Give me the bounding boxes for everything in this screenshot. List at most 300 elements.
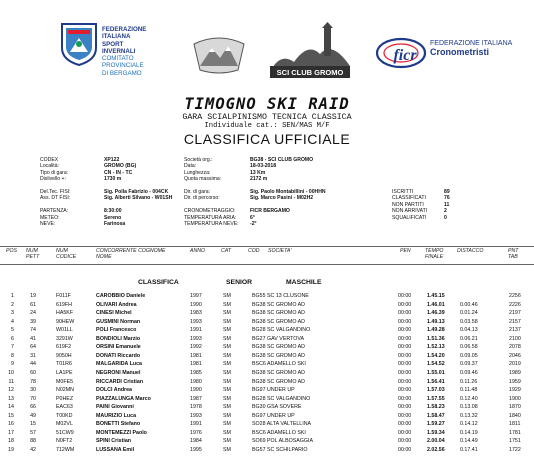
row-pos: 18 (8, 438, 14, 445)
row-pen: 00:00 (398, 318, 412, 325)
row-gap: 0.06.58 (460, 344, 478, 351)
row-name: DOLCI Andrea (96, 387, 133, 394)
info-label: Del.Tec. FISI: (40, 188, 71, 195)
row-codice: P0HEZ (56, 395, 74, 402)
row-time: 1.59.27 (427, 421, 445, 428)
row-anno: 1990 (190, 301, 202, 308)
row-anno: 1987 (190, 395, 202, 402)
row-cat: SM (223, 361, 231, 368)
row-name: BONDIOLI Marzio (96, 335, 141, 342)
row-anno: 1983 (190, 310, 202, 317)
col-num-codice: NUM CODICE (56, 248, 77, 260)
row-pos: 17 (8, 429, 14, 436)
info-label: SQUALIFICATI (392, 214, 427, 221)
row-pnt: 1840 (509, 412, 521, 419)
row-codice: N0FT2 (56, 438, 73, 445)
row-time: 2.02.56 (427, 446, 445, 453)
row-cat: SM (223, 352, 231, 359)
row-cat: SM (223, 438, 231, 445)
info-label: ISCRITTI (392, 189, 414, 195)
row-anno: 1991 (190, 421, 202, 428)
row-cat: SM (223, 412, 231, 419)
row-societa: BG38 SC GROMO AD (252, 344, 305, 351)
row-time: 1.45.15 (427, 293, 445, 299)
row-pnt: 2226 (509, 301, 521, 308)
info-label: Lunghezza: (184, 169, 211, 176)
row-pett: 42 (30, 446, 36, 453)
row-codice: 9050H (56, 352, 72, 359)
row-anno: 1976 (190, 429, 202, 436)
row-cat: SM (223, 378, 231, 385)
row-cat: SM (223, 327, 231, 334)
info-value: 89 (444, 189, 450, 195)
row-pnt: 1929 (509, 387, 521, 394)
info-value: Farinosa (104, 220, 126, 227)
row-anno: 1993 (190, 318, 202, 325)
row-cat: SM (223, 310, 231, 317)
row-cat: SM (223, 293, 231, 299)
info-value: CN - IN - TC (104, 169, 133, 176)
row-cat: SM (223, 429, 231, 436)
row-pen: 00:00 (398, 412, 412, 419)
info-value: FICR BERGAMO (250, 208, 290, 215)
row-pos: 9 (11, 361, 14, 368)
row-pen: 00:00 (398, 438, 412, 445)
row-gap: 0.09.46 (460, 369, 478, 376)
info-label: Località: (40, 163, 59, 170)
logo-bar (0, 0, 534, 92)
row-cat: SM (223, 404, 231, 411)
row-pen: 00:00 (398, 378, 412, 385)
row-gap: 0.12.40 (460, 395, 478, 402)
col-pos: POS (6, 248, 17, 254)
row-time: 1.46.39 (427, 310, 445, 317)
row-codice: LA1PE (56, 369, 73, 376)
info-value: 11 (444, 201, 450, 208)
row-gap: 0.14.12 (460, 421, 478, 428)
race-stats (392, 189, 450, 221)
row-name: MALGARIDA Luca (96, 361, 143, 368)
fisi-line: COMITATO (102, 55, 134, 63)
row-codice: N02MN (56, 387, 74, 394)
info-value: 13 Km (250, 169, 266, 176)
info-label: Data: (184, 163, 197, 170)
info-row (184, 195, 326, 201)
row-time: 1.49.28 (427, 327, 445, 334)
info-value: 1730 m (104, 176, 122, 183)
info-value: 76 (444, 195, 450, 202)
row-pos: 2 (11, 301, 14, 308)
col-cat: CAT (221, 248, 231, 254)
row-societa: BG38 SC GROMO AD (252, 301, 305, 308)
row-codice: HA5KF (56, 310, 74, 317)
info-label: TEMPERATURA ARIA: (184, 214, 237, 221)
row-codice: 51CW9 (56, 429, 74, 436)
row-pnt: 2137 (509, 327, 521, 334)
row-pos: 5 (11, 327, 14, 334)
row-name: PIAZZALUNGA Marco (96, 395, 151, 402)
row-name: GUSMINI Norman (96, 318, 141, 325)
row-pos: 13 (8, 395, 14, 402)
info-label: Società org.: (184, 157, 213, 163)
row-societa: BG30 GSA SOVERE (252, 404, 302, 411)
row-cat: SM (223, 301, 231, 308)
row-pett: 60 (30, 369, 36, 376)
info-label: METEO: (40, 214, 60, 221)
row-codice: M02VL (56, 421, 73, 428)
row-pos: 15 (8, 412, 14, 419)
row-anno: 1984 (190, 438, 202, 445)
info-value: 0 (444, 214, 447, 221)
ski-raid-emblem (190, 30, 248, 79)
info-value: Sereno (104, 214, 122, 221)
row-pnt: 1959 (509, 378, 521, 385)
row-societa: BG57 SC SCHILPARIO (252, 446, 308, 453)
row-pos: 8 (11, 352, 14, 359)
row-cat: SM (223, 387, 231, 394)
ficr-logo (375, 36, 431, 75)
row-cat: SM (223, 395, 231, 402)
row-gap: 0.03.58 (460, 318, 478, 325)
row-codice: 619F2 (56, 344, 72, 351)
row-anno: 1985 (190, 369, 202, 376)
row-codice: T01R6 (56, 361, 72, 368)
row-pett: 41 (30, 335, 36, 342)
row-pos: 4 (11, 318, 14, 325)
row-pnt: 2157 (509, 318, 521, 325)
info-value: Sig. Paolo Montabillini - 00HHN (250, 188, 326, 195)
row-pett: 15 (30, 421, 36, 428)
info-label: CLASSIFICATI (392, 195, 426, 202)
row-pos: 14 (8, 404, 14, 411)
row-societa: BSC6 ADAMELLO SKI (252, 361, 306, 368)
info-label: CODEX (40, 157, 59, 163)
info-label: CRONOMETRAGGIO: (184, 208, 236, 215)
section-classifica: CLASSIFICA (138, 279, 179, 286)
fisi-line: INVERNALI (102, 47, 136, 55)
row-codice: T00KD (56, 412, 73, 419)
row-cat: SM (223, 344, 231, 351)
header-rule-bottom (0, 264, 534, 265)
row-pen: 00:00 (398, 429, 412, 436)
info-value: -2° (250, 220, 257, 227)
info-row (392, 215, 450, 221)
row-time: 1.55.01 (427, 369, 445, 376)
gromo-label: SCI CLUB GROMO (276, 68, 344, 77)
row-pnt: 2046 (509, 352, 521, 359)
row-societa: SO28 ALTA VALTELLINA (252, 421, 312, 428)
row-name: CAROBBIO Daniele (96, 293, 146, 299)
row-codice: W01LL (56, 327, 73, 334)
race-info-left (40, 157, 172, 227)
row-pnt: 1870 (509, 404, 521, 411)
row-codice: EAC63 (56, 404, 73, 411)
row-pett: 61 (30, 301, 36, 308)
row-pnt: 1751 (509, 438, 521, 445)
row-gap: 0.09.05 (460, 352, 478, 359)
col-pnt: PNT TAB (508, 248, 519, 260)
section-category: SENIOR (226, 279, 253, 286)
info-label: NON ARRIVATI (392, 208, 428, 215)
row-name: OLIVARI Andrea (96, 301, 137, 308)
row-societa: BG38 SC GROMO AD (252, 352, 305, 359)
row-name: MONTEMEZZI Paolo (96, 429, 147, 436)
row-pnt: 2256 (509, 293, 521, 299)
row-name: MAURIZIO Luca (96, 412, 137, 419)
row-pett: 30 (30, 387, 36, 394)
info-value: 6° (250, 214, 255, 221)
row-time: 1.52.13 (427, 344, 445, 351)
row-societa: BG28 SC VALGANDINO (252, 395, 311, 402)
col-tempo: TEMPO FINALE (425, 248, 444, 260)
row-pen: 00:00 (398, 344, 412, 351)
row-name: NEGRONI Manuel (96, 369, 141, 376)
row-gap: 0.11.48 (460, 387, 478, 394)
sci-club-gromo-logo (268, 22, 352, 85)
fisi-line: ITALIANA (102, 33, 131, 41)
row-time: 1.57.03 (427, 387, 445, 394)
row-codice: 3291W (56, 335, 73, 342)
row-name: CINESI Michel (96, 310, 132, 317)
row-societa: SO69 POL ALBOSAGGIA (252, 438, 314, 445)
row-pett: 70 (30, 395, 36, 402)
row-gap: 0.14.19 (460, 429, 478, 436)
row-pen: 00:00 (398, 395, 412, 402)
row-pnt: 2078 (509, 344, 521, 351)
row-name: LUSSANA Emil (96, 446, 135, 453)
row-pen: 00:00 (398, 327, 412, 334)
race-subtitle: GARA SCIALPINISMO TECNICA CLASSICA (182, 113, 352, 122)
row-pos: 1 (11, 293, 14, 299)
row-pos: 19 (8, 446, 14, 453)
info-value: 18-03-2018 (250, 163, 277, 170)
row-name: BONETTI Stefano (96, 421, 141, 428)
info-value: Sig. Alberti Silvano - W01SH (104, 195, 173, 202)
row-pett: 49 (30, 412, 36, 419)
race-title: TIMOGNO SKI RAID (184, 95, 350, 113)
row-anno: 1995 (190, 446, 202, 453)
row-pos: 3 (11, 310, 14, 317)
document-header (0, 96, 534, 147)
fisi-line: DI BERGAMO (102, 69, 142, 77)
row-time: 1.58.47 (427, 412, 445, 419)
row-time: 1.56.41 (427, 378, 445, 385)
info-value: 8:30:00 (104, 208, 122, 215)
info-value: GROMO (BG) (104, 163, 137, 170)
row-pett: 88 (30, 438, 36, 445)
row-pett: 19 (30, 293, 36, 299)
row-societa: BG97 UNDER UP (252, 387, 295, 394)
ficr-text (430, 40, 512, 58)
col-anno: ANNO (190, 248, 205, 254)
row-gap: 0.04.13 (460, 327, 478, 334)
row-anno: 1990 (190, 387, 202, 394)
row-name: RICCARDI Cristian (96, 378, 144, 385)
col-societa: SOCIETA' (268, 248, 292, 254)
row-pen: 00:00 (398, 310, 412, 317)
row-societa: BG38 SC GROMO AD (252, 369, 305, 376)
row-pen: 00:00 (398, 404, 412, 411)
fisi-line: FEDERAZIONE (102, 26, 147, 33)
row-anno: 1997 (190, 293, 202, 299)
table-row (0, 447, 534, 458)
fisi-text (102, 26, 172, 77)
classifica-title: CLASSIFICA UFFICIALE (183, 131, 351, 147)
row-pos: 10 (8, 369, 14, 376)
row-pos: 16 (8, 421, 14, 428)
race-info-mid (184, 157, 326, 227)
row-anno: 1978 (190, 404, 202, 411)
row-name: PAINI Giovanni (96, 404, 134, 411)
col-distacco: DISTACCO (457, 248, 484, 254)
row-cat: SM (223, 369, 231, 376)
row-name: SPINI Cristian (96, 438, 132, 445)
row-codice: 619FH (56, 301, 72, 308)
col-num-pett: NUM PETT (26, 248, 40, 260)
row-time: 1.57.55 (427, 395, 445, 402)
info-row (40, 221, 172, 227)
row-societa: BG97 UNDER UP (252, 412, 295, 419)
row-time: 1.54.20 (427, 352, 445, 359)
row-pett: 57 (30, 429, 36, 436)
row-pen: 00:00 (398, 352, 412, 359)
row-cat: SM (223, 318, 231, 325)
row-cat: SM (223, 421, 231, 428)
info-label: Dislivello +: (40, 176, 66, 183)
row-gap: 0.09.37 (460, 361, 478, 368)
row-pett: 24 (30, 310, 36, 317)
row-pen: 00:00 (398, 387, 412, 394)
col-cod: COD (248, 248, 260, 254)
fisi-logo (58, 22, 100, 71)
row-societa: BSC6 ADAMELLO SKI (252, 429, 306, 436)
ficr-line2: Cronometristi (430, 47, 490, 57)
row-codice: M0FE5 (56, 378, 74, 385)
row-pen: 00:00 (398, 335, 412, 342)
row-codice: F011F (56, 293, 71, 299)
row-anno: 1992 (190, 344, 202, 351)
info-label: NON PARTITI (392, 201, 424, 208)
info-row (184, 221, 326, 227)
col-name: CONCORRENTE COGNOME NOME (96, 248, 166, 260)
row-time: 1.51.36 (427, 335, 445, 342)
row-cat: SM (223, 446, 231, 453)
row-name: ORSINI Emanuele (96, 344, 141, 351)
info-label: Dir. di percorso: (184, 195, 220, 202)
info-label: Tipo di gara: (40, 169, 69, 176)
row-gap: 0.00.46 (460, 301, 478, 308)
ficr-line1: FEDERAZIONE ITALIANA (430, 40, 513, 47)
row-pett: 31 (30, 352, 36, 359)
row-name: POLI Francesco (96, 327, 137, 334)
row-time: 1.49.13 (427, 318, 445, 325)
row-name: DONATI Riccardo (96, 352, 141, 359)
info-value: Sig. Marco Pasini - M02H2 (250, 195, 314, 202)
row-pen: 00:00 (398, 301, 412, 308)
row-pett: 66 (30, 404, 36, 411)
row-pos: 11 (8, 378, 14, 385)
row-pnt: 1900 (509, 395, 521, 402)
info-label: TEMPERATURA NEVE: (184, 220, 239, 227)
row-pen: 00:00 (398, 421, 412, 428)
row-pnt: 1722 (509, 446, 521, 453)
info-label: Ass. DT FISI: (40, 195, 71, 202)
col-pen: PEN (400, 248, 411, 254)
row-codice: 90HEW (56, 318, 75, 325)
row-cat: SM (223, 335, 231, 342)
row-societa: BG38 SC GROMO AD (252, 318, 305, 325)
row-pen: 00:00 (398, 446, 412, 453)
row-anno: 1993 (190, 412, 202, 419)
row-time: 1.58.23 (427, 404, 445, 411)
row-gap: 0.11.26 (460, 378, 478, 385)
row-pen: 00:00 (398, 293, 412, 299)
row-time: 1.46.01 (427, 301, 445, 308)
row-pett: 64 (30, 344, 36, 351)
row-pnt: 1811 (509, 421, 521, 428)
row-pos: 6 (11, 335, 14, 342)
row-gap: 0.13.32 (460, 412, 478, 419)
row-societa: BG38 SC GROMO AD (252, 310, 305, 317)
info-value: 2172 m (250, 176, 268, 183)
row-gap: 0.13.08 (460, 404, 478, 411)
row-time: 2.00.04 (427, 438, 445, 445)
row-pnt: 2019 (509, 361, 521, 368)
row-pnt: 2100 (509, 335, 521, 342)
row-pnt: 1989 (509, 369, 521, 376)
row-pett: 44 (30, 361, 36, 368)
fisi-line: SPORT (102, 40, 124, 48)
row-anno: 1993 (190, 335, 202, 342)
row-codice: 712WM (56, 446, 75, 453)
row-anno: 1981 (190, 361, 202, 368)
row-anno: 1980 (190, 378, 202, 385)
info-label: NEVE: (40, 220, 56, 227)
info-label: Dir. di gara: (184, 188, 211, 195)
row-pett: 39 (30, 318, 36, 325)
row-time: 1.59.34 (427, 429, 445, 436)
row-pos: 7 (11, 344, 14, 351)
row-pen: 00:00 (398, 369, 412, 376)
row-societa: BG28 SC VALGANDINO (252, 327, 311, 334)
row-gap: 0.01.24 (460, 310, 478, 317)
row-gap: 0.17.41 (460, 446, 478, 453)
row-societa: BG55 SC 13 CLUSONE (252, 293, 309, 299)
row-pett: 78 (30, 378, 36, 385)
row-pnt: 2197 (509, 310, 521, 317)
row-gap: 0.06.21 (460, 335, 478, 342)
row-societa: BG38 SC GROMO AD (252, 378, 305, 385)
row-pnt: 1781 (509, 429, 521, 436)
fisi-line: PROVINCIALE (102, 62, 144, 70)
row-anno: 1991 (190, 327, 202, 334)
row-societa: BG27 GAV VERTOVA (252, 335, 305, 342)
info-value: 2 (444, 208, 447, 215)
row-anno: 1981 (190, 352, 202, 359)
info-value: Sig. Polla Fabrizio - 004CK (104, 188, 169, 195)
info-value: XP122 (104, 157, 120, 163)
info-label: Quota massima: (184, 176, 222, 183)
row-pos: 12 (8, 387, 14, 394)
row-pett: 74 (30, 327, 36, 334)
row-time: 1.54.52 (427, 361, 445, 368)
info-row (40, 195, 172, 201)
ficr-mark: ficr (393, 47, 417, 64)
row-gap: 0.14.49 (460, 438, 478, 445)
race-category: Individuale cat.: SEN/MAS M/F (204, 122, 330, 130)
info-value: BG38 - SCI CLUB GROMO (250, 157, 314, 163)
header-rule-top (0, 246, 534, 247)
